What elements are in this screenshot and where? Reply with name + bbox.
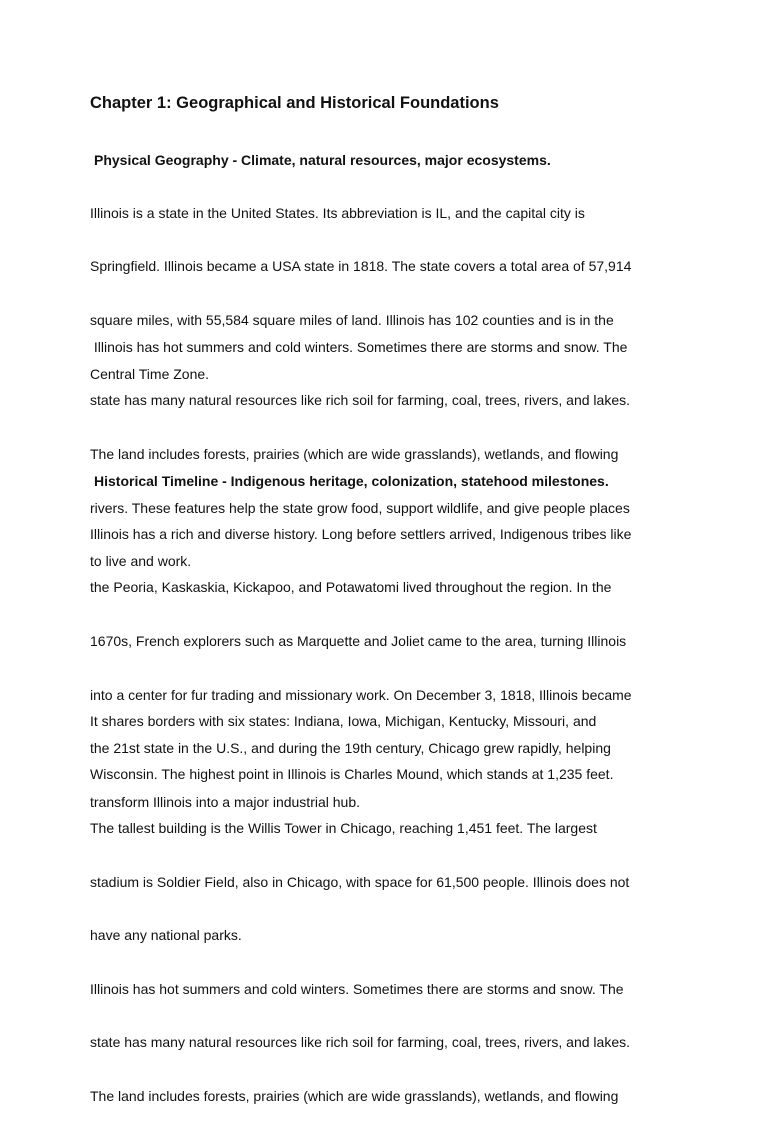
section-heading-historical-timeline: Historical Timeline - Indigenous heritage, colonization, statehood milestones. [94,473,609,489]
text-line: Illinois has hot summers and cold winters. Sometimes there are storms and snow. The [90,338,628,355]
text-line: state has many natural resources like rich soil for farming, coal, trees, rivers, and lakes. [90,392,630,409]
text-line: The land includes forests, prairies (which are wide grasslands), wetlands, and flowing [90,445,619,462]
text-line: Central Time Zone. [90,365,210,382]
text-line: transform Illinois into a major industrial hub. [90,793,361,810]
text-line: have any national parks. [90,927,242,944]
text-line: into a center for fur trading and missionary work. On December 3, 1818, Illinois became [90,686,632,703]
text-line: Illinois is a state in the United States. Its abbreviation is IL, and the capital city is [90,204,585,221]
text-line: Illinois has a rich and diverse history. Long before settlers arrived, Indigenous tribes like [90,525,632,542]
chapter-title: Chapter 1: Geographical and Historical Foundations [90,94,499,112]
text-line: the 21st state in the U.S., and during the 19th century, Chicago grew rapidly, helping [90,740,611,757]
text-line: Springfield. Illinois became a USA state in 1818. The state covers a total area of 57,914 [90,258,632,275]
text-line: stadium is Soldier Field, also in Chicago, with space for 61,500 people. Illinois does not [90,873,630,890]
text-line: the Peoria, Kaskaskia, Kickapoo, and Potawatomi lived throughout the region. In the [90,579,612,596]
text-line: 1670s, French explorers such as Marquette and Joliet came to the area, turning Illinois [90,632,627,649]
text-line: The land includes forests, prairies (which are wide grasslands), wetlands, and flowing [90,1087,619,1104]
text-line: The tallest building is the Willis Tower in Chicago, reaching 1,451 feet. The largest [90,819,597,836]
text-line: rivers. These features help the state grow food, support wildlife, and give people places [90,499,630,516]
text-line: Illinois has hot summers and cold winters. Sometimes there are storms and snow. The [90,980,624,997]
text-line: It shares borders with six states: Indiana, Iowa, Michigan, Kentucky, Missouri, and [90,712,597,729]
paragraph-borders-landmarks [90,681,690,1137]
text-line: state has many natural resources like rich soil for farming, coal, trees, rivers, and lakes. [90,1034,630,1051]
text-line: Wisconsin. The highest point in Illinois is Charles Mound, which stands at 1,235 feet. [90,766,614,783]
section-heading-physical-geography: Physical Geography - Climate, natural resources, major ecosystems. [94,152,551,168]
text-line: to live and work. [90,553,192,570]
text-line: square miles, with 55,584 square miles of land. Illinois has 102 counties and is in the [90,311,614,328]
